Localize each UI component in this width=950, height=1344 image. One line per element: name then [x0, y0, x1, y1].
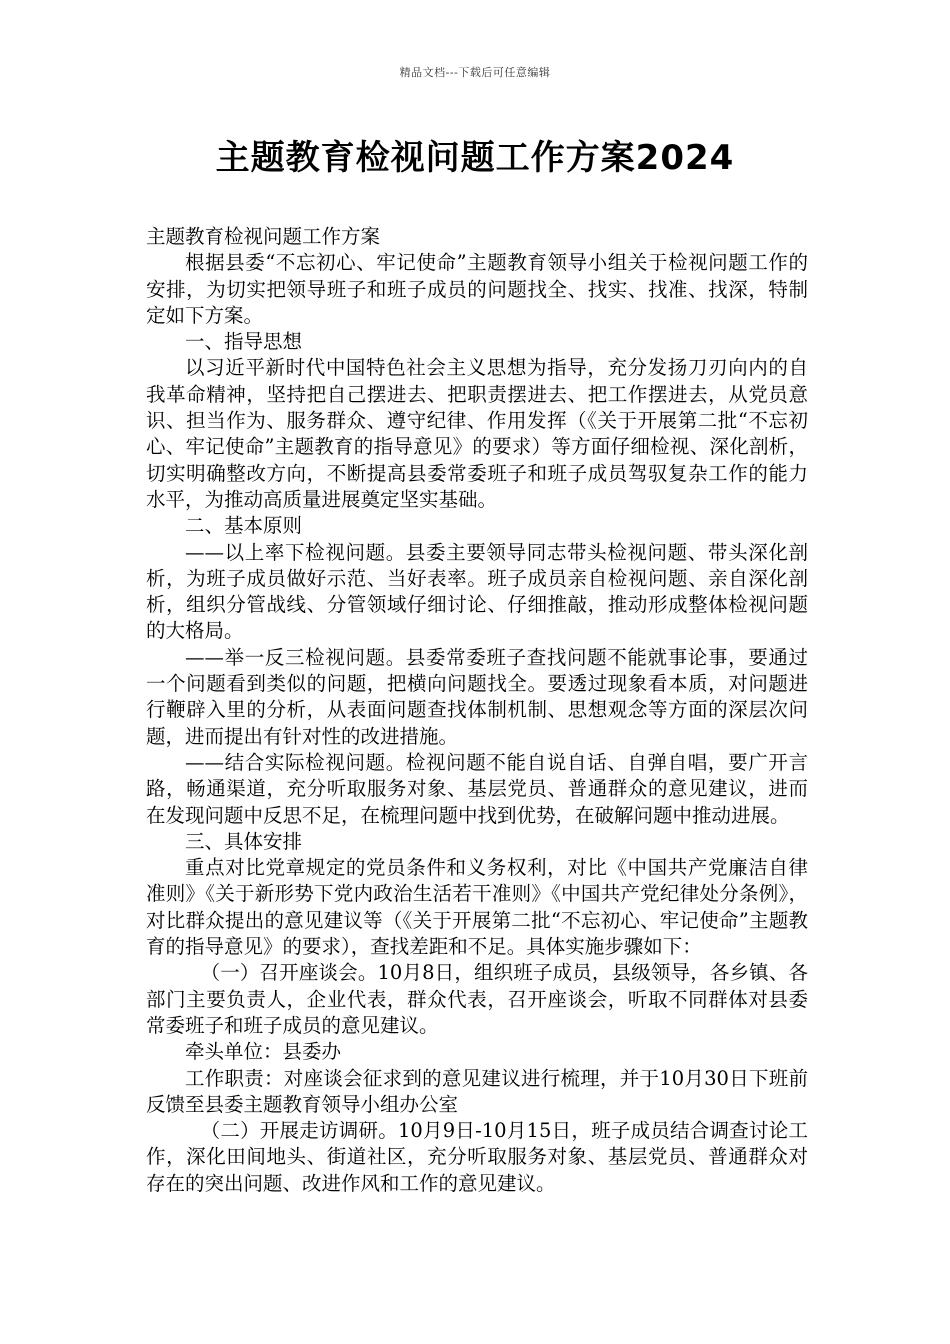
paragraph-subtitle: 主题教育检视问题工作方案 — [146, 225, 381, 248]
page-title: 主题教育检视问题工作方案2024 — [215, 138, 735, 178]
paragraph-arrangements-overview: 重点对比党章规定的党员条件和义务权利，对比《中国共产党廉洁自律准则》《关于新形势下党内政治生活若干准则》《中国共产党纪律处分条例》，对比群众提出的意见建议等（《关于开展第二批“不忘初心、牢记使命”主题教育的指导意见》的要求），查找差距和不足。具体实施步骤如下： — [146, 856, 808, 959]
paragraph-work-duties: 工作职责：对座谈会征求到的意见建议进行梳理，并于10月30日下班前反馈至县委主题教育领导小组办公室 — [146, 1066, 808, 1116]
document-body — [146, 224, 808, 1197]
paragraph-guiding-thought: 以习近平新时代中国特色社会主义思想为指导，充分发扬刀刃向内的自我革命精神，坚持把自己摆进去、把职责摆进去、把工作摆进去，从党员意识、担当作为、服务群众、遵守纪律、作用发挥（《关于开展第二批“不忘初心、牢记使命”主题教育的指导意见》的要求）等方面仔细检视、深化剖析，切实明确整改方向，不断提高县委常委班子和班子成员驾驭复杂工作的能力水平，为推动高质量进展奠定坚实基础。 — [146, 356, 808, 511]
paragraph-step-visits: （二）开展走访调研。10月9日-10月15日，班子成员结合调查讨论工作，深化田间地头、街道社区，充分听取服务对象、基层党员、普通群众对存在的突出问题、改进作风和工作的意见建议。 — [146, 1119, 808, 1195]
paragraph-principle-practical: ——结合实际检视问题。检视问题不能自说自话、自弹自唱，要广开言路，畅通渠道，充分听取服务对象、基层党员、普通群众的意见建议，进而在发现问题中反思不足，在梳理问题中找到优势，在破解问题中推动进展。 — [146, 750, 808, 827]
paragraph-principle-draw-inferences: ——举一反三检视问题。县委常委班子查找问题不能就事论事，要通过一个问题看到类似的问题，把横向问题找全。要透过现象看本质，对问题进行鞭辟入里的分析，从表面问题查找体制机制、思想观念等方面的深层次问题，进而提出有针对性的改进措施。 — [146, 645, 808, 748]
section-heading-specific-arrangements: 三、具体安排 — [185, 829, 303, 853]
header-note: 精品文档---下载后可任意编辑 — [399, 66, 551, 79]
paragraph-principle-lead-by-example: ——以上率下检视问题。县委主要领导同志带头检视问题、带头深化剖析，为班子成员做好示范、当好表率。班子成员亲自检视问题、亲自深化剖析，组织分管战线、分管领域仔细讨论、仔细推敲，推动形成整体检视问题的大格局。 — [146, 540, 808, 643]
paragraph-lead-unit: 牵头单位：县委办 — [185, 1040, 342, 1064]
paragraph-step-symposium: （一）召开座谈会。10月8日，组织班子成员，县级领导，各乡镇、各部门主要负责人，企业代表，群众代表，召开座谈会，听取不同群体对县委常委班子和班子成员的意见建议。 — [146, 961, 808, 1037]
section-heading-basic-principles: 二、基本原则 — [185, 514, 303, 538]
section-heading-guiding-thought: 一、指导思想 — [185, 330, 303, 354]
paragraph-intro: 根据县委“不忘初心、牢记使命”主题教育领导小组关于检视问题工作的安排，为切实把领导班子和班子成员的问题找全、找实、找准、找深，特制定如下方案。 — [146, 251, 808, 327]
